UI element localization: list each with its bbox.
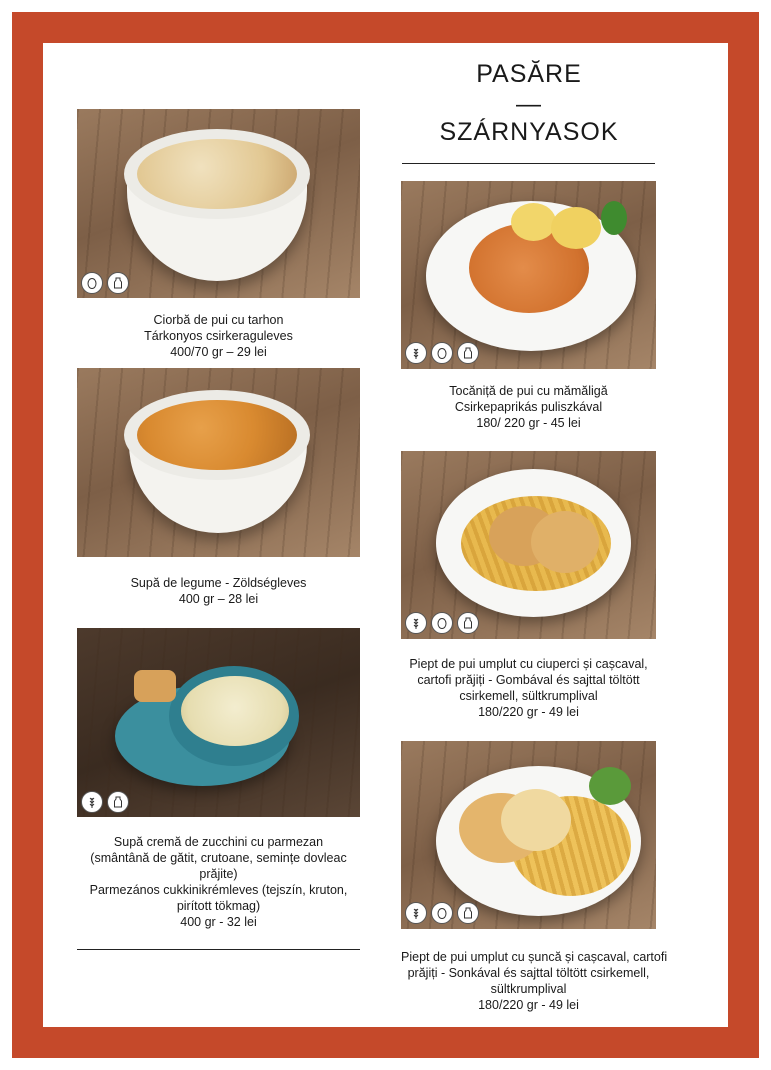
egg-icon xyxy=(431,902,453,924)
dish-price: 400/70 gr – 29 lei xyxy=(170,345,267,359)
milk-icon xyxy=(107,272,129,294)
dish-price: 180/220 gr - 49 lei xyxy=(478,705,579,719)
wheat-icon xyxy=(405,902,427,924)
milk-icon xyxy=(107,791,129,813)
dish-photo-chicken-stew-polenta xyxy=(401,181,656,369)
frame-border-top xyxy=(12,12,759,43)
milk-icon xyxy=(457,342,479,364)
milk-icon xyxy=(457,902,479,924)
dish-name-hu: Csirkepaprikás puliszkával xyxy=(454,400,603,414)
milk-icon xyxy=(457,612,479,634)
egg-icon xyxy=(431,342,453,364)
dish-caption xyxy=(77,575,360,607)
allergen-icons xyxy=(405,902,479,924)
frame-border-right xyxy=(728,12,759,1058)
allergen-icons xyxy=(81,272,129,294)
dish-price: 400 gr – 28 lei xyxy=(178,592,259,606)
dish-name-ro: Tocăniță de pui cu mămăligă xyxy=(449,384,608,398)
dish-photo-stuffed-chicken-mushroom xyxy=(401,451,656,639)
dish-name-hu: Tárkonyos csirkeraguleves xyxy=(144,329,293,343)
allergen-icons xyxy=(405,342,479,364)
frame-border-left xyxy=(12,12,43,1058)
dish-description-hu: pirított tökmag) xyxy=(176,899,261,913)
dish-description-ro: (smântână de gătit, crutoane, semințe dovleac xyxy=(90,851,347,865)
dish-price: 180/220 gr - 49 lei xyxy=(478,998,579,1012)
page-title-hu: SZÁRNYASOK xyxy=(439,118,619,146)
wheat-icon xyxy=(81,791,103,813)
dish-photo-vegetable-soup xyxy=(77,368,360,557)
dish-photo-stuffed-chicken-ham xyxy=(401,741,656,929)
title-separator: — xyxy=(516,90,542,118)
dish-name: Supă de legume - Zöldségleves xyxy=(130,576,307,590)
dish-name-hu: Parmezános cukkinikrémleves (tejszín, kruton, xyxy=(89,883,348,897)
egg-icon xyxy=(431,612,453,634)
dish-name-ro: Ciorbă de pui cu tarhon xyxy=(153,313,284,327)
allergen-icons xyxy=(405,612,479,634)
dish-photo-zucchini-cream-soup xyxy=(77,628,360,817)
dish-price: 180/ 220 gr - 45 lei xyxy=(476,416,581,430)
dish-caption xyxy=(77,312,360,360)
dish-photo-chicken-tarragon-soup xyxy=(77,109,360,298)
dish-caption xyxy=(401,949,668,1013)
dish-description-ro-cont: prăjite) xyxy=(199,867,238,881)
dish-caption xyxy=(401,656,656,720)
wheat-icon xyxy=(405,342,427,364)
allergen-icons xyxy=(81,791,129,813)
dish-name-ro: Supă cremă de zucchini cu parmezan xyxy=(113,835,324,849)
dish-name-ro: Piept de pui umplut cu ciuperci și cașcaval, xyxy=(409,657,648,671)
egg-icon xyxy=(81,272,103,294)
dish-name-mixed: prăjiți - Sonkával és sajttal töltött csirkemell, xyxy=(407,966,650,980)
title-divider xyxy=(402,163,655,164)
dish-caption xyxy=(401,383,656,431)
wheat-icon xyxy=(405,612,427,634)
page-title-ro: PASĂRE xyxy=(476,60,582,88)
dish-name-hu: sültkrumplival xyxy=(490,982,567,996)
dish-name-hu: csirkemell, sültkrumplival xyxy=(459,689,598,703)
frame-border-bottom xyxy=(12,1027,759,1058)
dish-caption xyxy=(77,834,360,930)
dish-name-ro: Piept de pui umplut cu șuncă și cașcaval, cartofi xyxy=(401,950,668,964)
column-divider xyxy=(77,949,360,950)
dish-price: 400 gr - 32 lei xyxy=(180,915,257,929)
dish-name-mixed: cartofi prăjiți - Gombával és sajttal töltött xyxy=(417,673,640,687)
